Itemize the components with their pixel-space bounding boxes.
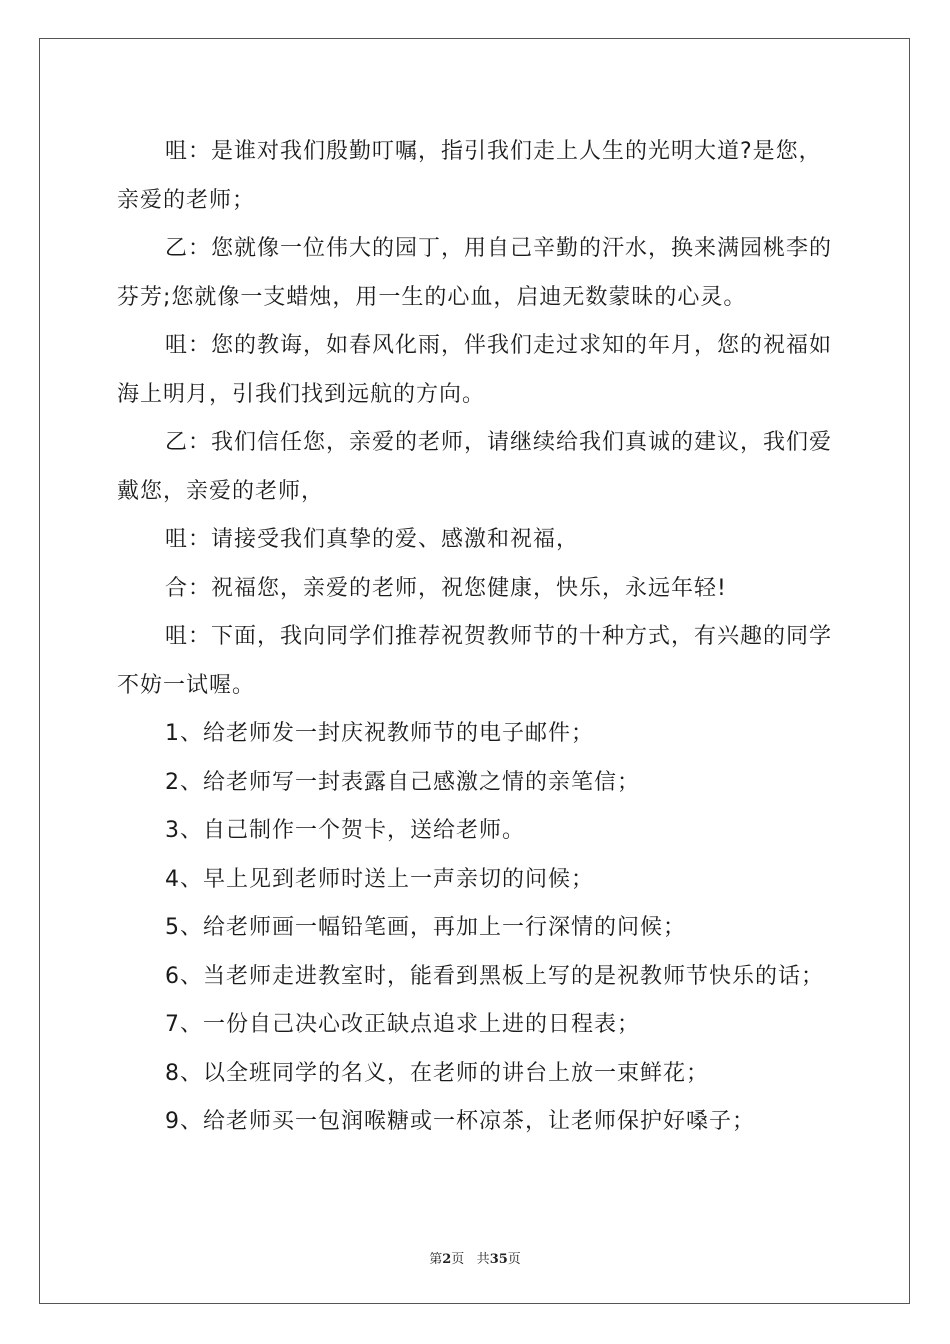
list-item-3: 3、自己制作一个贺卡，送给老师。 [165,818,525,843]
total-pages-number: 35 [489,1252,508,1267]
list-item-7: 7、一份自己决心改正缺点追求上进的日程表； [165,1012,640,1037]
page-footer [0,1248,950,1267]
list-item-9: 9、给老师买一包润喉糖或一杯凉茶，让老师保护好嗓子； [165,1109,755,1134]
paragraph-6: 合：祝福您，亲爱的老师，祝您健康，快乐，永远年轻! [165,575,727,601]
list-item-8: 8、以全班同学的名义，在老师的讲台上放一束鲜花； [165,1060,709,1086]
paragraph-5: 咀：请接受我们真挚的爱、感激和祝福， [165,527,580,552]
current-page-number: 2 [442,1252,452,1267]
paragraph-1: 咀：是谁对我们殷勤叮嘱，指引我们走上人生的光明大道?是您，亲爱的老师； [117,139,822,213]
list-item-5: 5、给老师画一幅铅笔画，再加上一行深情的问候； [165,915,686,940]
paragraph-2: 乙：您就像一位伟大的园丁，用自己辛勤的汗水，换来满园桃李的芬芳;您就像一支蜡烛，用一生的心血，启迪无数蒙昧的心灵。 [117,236,833,310]
page-prefix: 第 [429,1252,443,1267]
document-body [117,128,837,1147]
list-item-4: 4、早上见到老师时送上一声亲切的问候； [165,866,594,892]
paragraph-3: 咀：您的教诲，如春风化雨，伴我们走过求知的年月，您的祝福如海上明月，引我们找到远航的方向。 [117,333,833,407]
list-item-2: 2、给老师写一封表露自己感激之情的亲笔信； [165,769,640,795]
list-item-1: 1、给老师发一封庆祝教师节的电子邮件； [165,721,594,746]
page-suffix: 页 [451,1252,465,1267]
paragraph-4: 乙：我们信任您，亲爱的老师，请继续给我们真诚的建议，我们爱戴您，亲爱的老师， [117,430,833,504]
paragraph-7: 咀：下面，我向同学们推荐祝贺教师节的十种方式，有兴趣的同学不妨一试喔。 [117,624,833,698]
total-suffix: 页 [507,1252,521,1267]
total-prefix: 共 [476,1252,490,1267]
list-item-6: 6、当老师走进教室时，能看到黑板上写的是祝教师节快乐的话； [165,963,824,989]
